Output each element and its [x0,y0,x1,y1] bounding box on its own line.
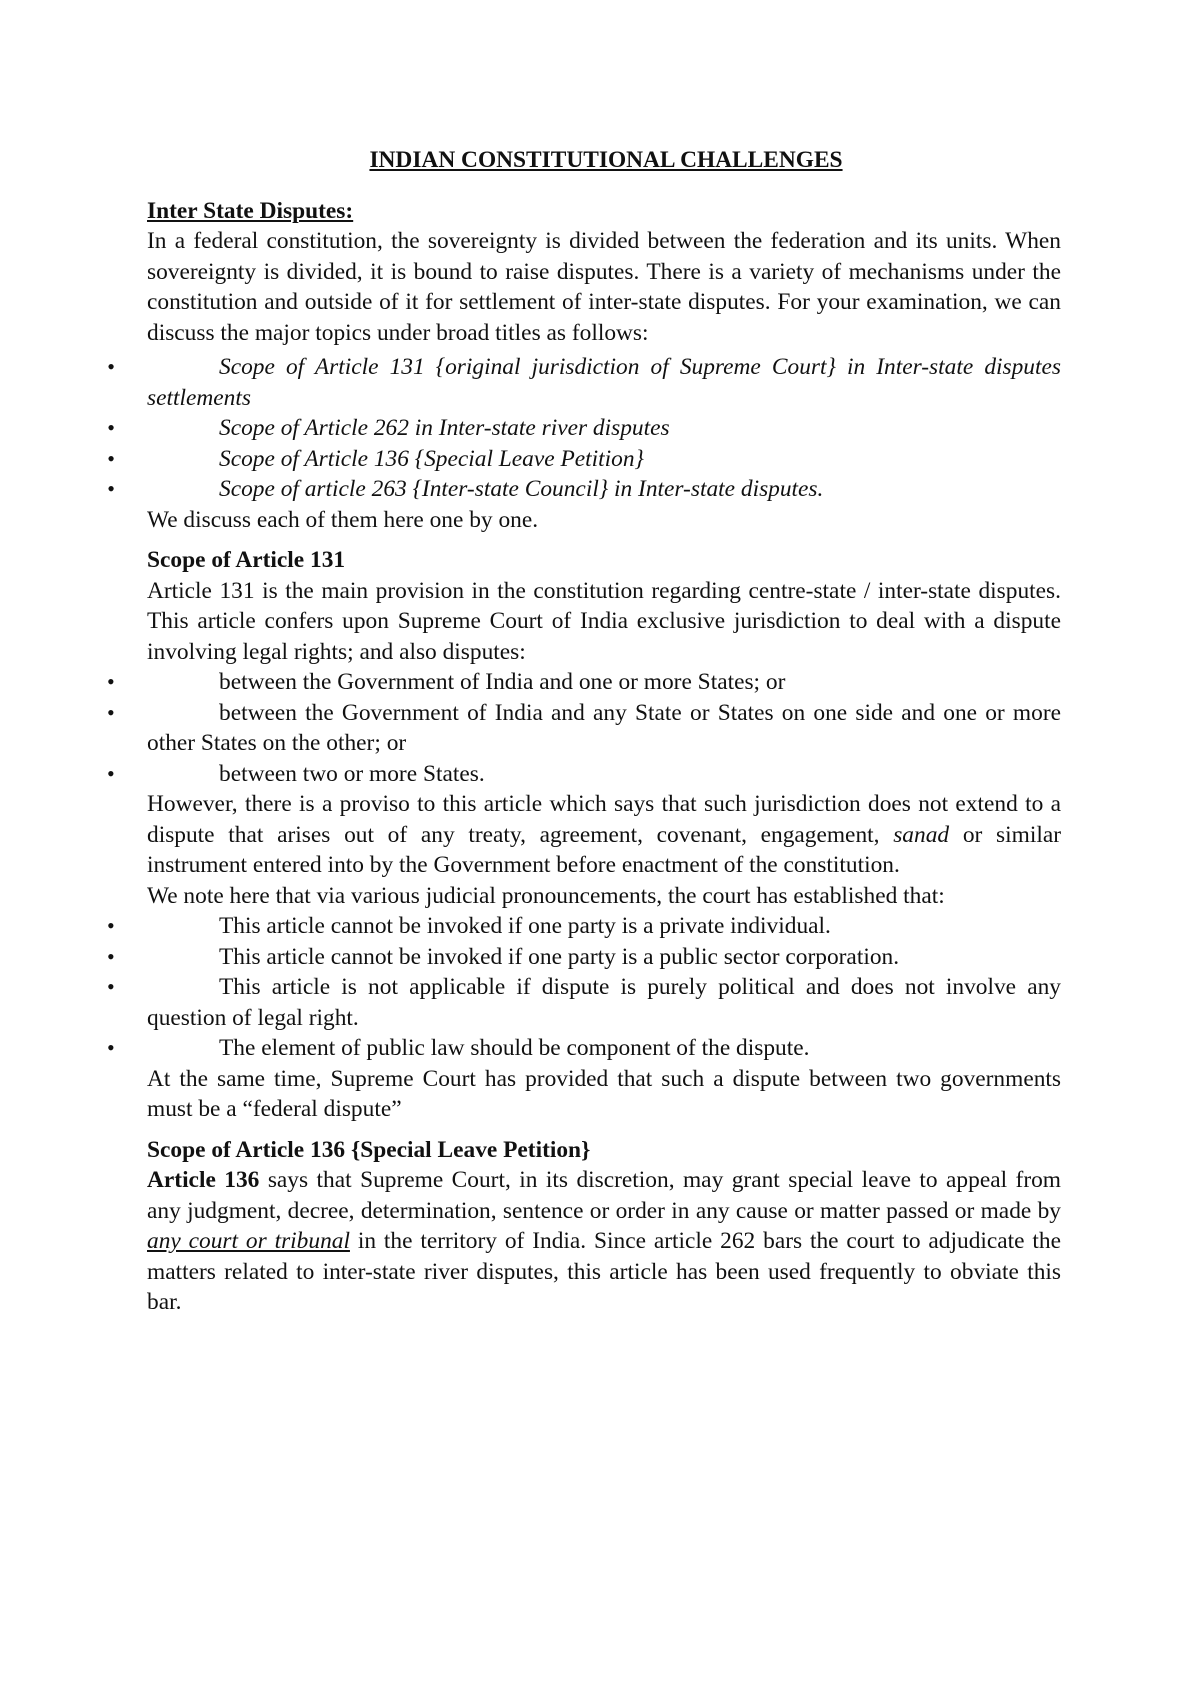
list-item-text: between the Government of India and one or more States; or [219,669,786,695]
list-item-text: Scope of Article 136 {Special Leave Petition} [219,445,644,472]
section-heading-article-136: Scope of Article 136 {Special Leave Petition} [147,1136,591,1163]
list-item [107,474,1061,505]
list-item-text: Scope of article 263 {Inter-state Council} in Inter-state disputes. [219,476,824,502]
list-item-text: between the Government of India and any State or States on one side and one or more other States on the other; or [147,699,1061,756]
list-item-text: This article cannot be invoked if one party is a private individual. [219,913,831,939]
sanad-term: sanad [893,821,950,848]
bullet-icon: • [107,1035,115,1060]
article-136-text-b: in the territory of India. Since article 262 bars the court to adjudicate the matters related to inter-state river disputes, this article has been used frequently to obviate this bar. [147,1228,1061,1315]
disputes-list [107,667,1061,789]
proviso-text-a: However, there is a proviso to this article which says that such jurisdiction does not extend to a dispute that arises out of any treaty, agreement, covenant, engagement, [147,791,1061,848]
bullet-icon: • [107,943,115,969]
bullet-icon: • [107,699,115,725]
bullet-icon: • [107,476,115,501]
bullet-icon: • [107,760,115,786]
list-item [107,698,1061,759]
paragraph-article-136 [147,1165,1061,1318]
paragraph-federal-dispute: At the same time, Supreme Court has provided that such a dispute between two governments must be a “federal dispute” [147,1065,1061,1122]
list-item [107,667,1061,698]
list-item [107,759,1061,790]
list-item [107,1033,1061,1064]
list-item [107,444,1061,475]
section-heading-article-131: Scope of Article 131 [147,547,346,573]
list-item-text: This article is not applicable if dispute is purely political and does not involve any question of legal right. [147,974,1061,1031]
list-item [107,413,1061,444]
bullet-icon: • [107,354,115,379]
proviso-text-b: or similar instrument entered into by the Government before enactment of the constitution. [147,821,1061,878]
bullet-icon: • [107,913,115,938]
paragraph-intro: In a federal constitution, the sovereignty is divided between the federation and its units. When sovereignty is divided, it is bound to raise disputes. There is a variety of mechanisms under the constitution and outside of it for settlement of inter-state disputes. For your examination, we can discuss the major topics under broad titles as follows: [147,228,1061,346]
bullet-icon: • [107,415,115,440]
topics-list [107,352,1061,505]
bullet-icon: • [107,669,115,694]
bullet-icon: • [107,445,115,471]
list-item-text: Scope of Article 262 in Inter-state river disputes [219,415,670,441]
document-title: INDIAN CONSTITUTIONAL CHALLENGES [369,147,843,173]
pronouncements-list [107,911,1061,1064]
document-body [107,145,1062,1318]
bullet-icon: • [107,974,115,999]
list-item-text: This article cannot be invoked if one party is a public sector corporation. [219,943,900,970]
list-item [107,352,1061,413]
section-heading-inter-state: Inter State Disputes: [147,197,354,224]
list-item [107,911,1061,942]
list-item [107,942,1061,973]
court-tribunal-phrase: any court or tribunal [147,1228,350,1254]
paragraph-article-131: Article 131 is the main provision in the constitution regarding centre-state / inter-state disputes. This article confers upon Supreme Court of India exclusive jurisdiction to deal with a dispute involving legal rights; and also disputes: [147,577,1061,665]
paragraph-proviso [147,789,1061,881]
list-item-text: between two or more States. [219,760,485,787]
paragraph-outro: We discuss each of them here one by one. [147,506,539,533]
list-item [107,972,1061,1033]
article-136-text-a: says that Supreme Court, in its discretion, may grant special leave to appeal from any judgment, decree, determination, sentence or order in any cause or matter passed or made by [147,1167,1062,1224]
paragraph-note: We note here that via various judicial pronouncements, the court has established that: [147,882,945,909]
article-136-term: Article 136 [147,1167,260,1193]
list-item-text: The element of public law should be component of the dispute. [219,1035,810,1061]
list-item-text: Scope of Article 131 {original jurisdiction of Supreme Court} in Inter-state disputes settlements [147,354,1061,411]
